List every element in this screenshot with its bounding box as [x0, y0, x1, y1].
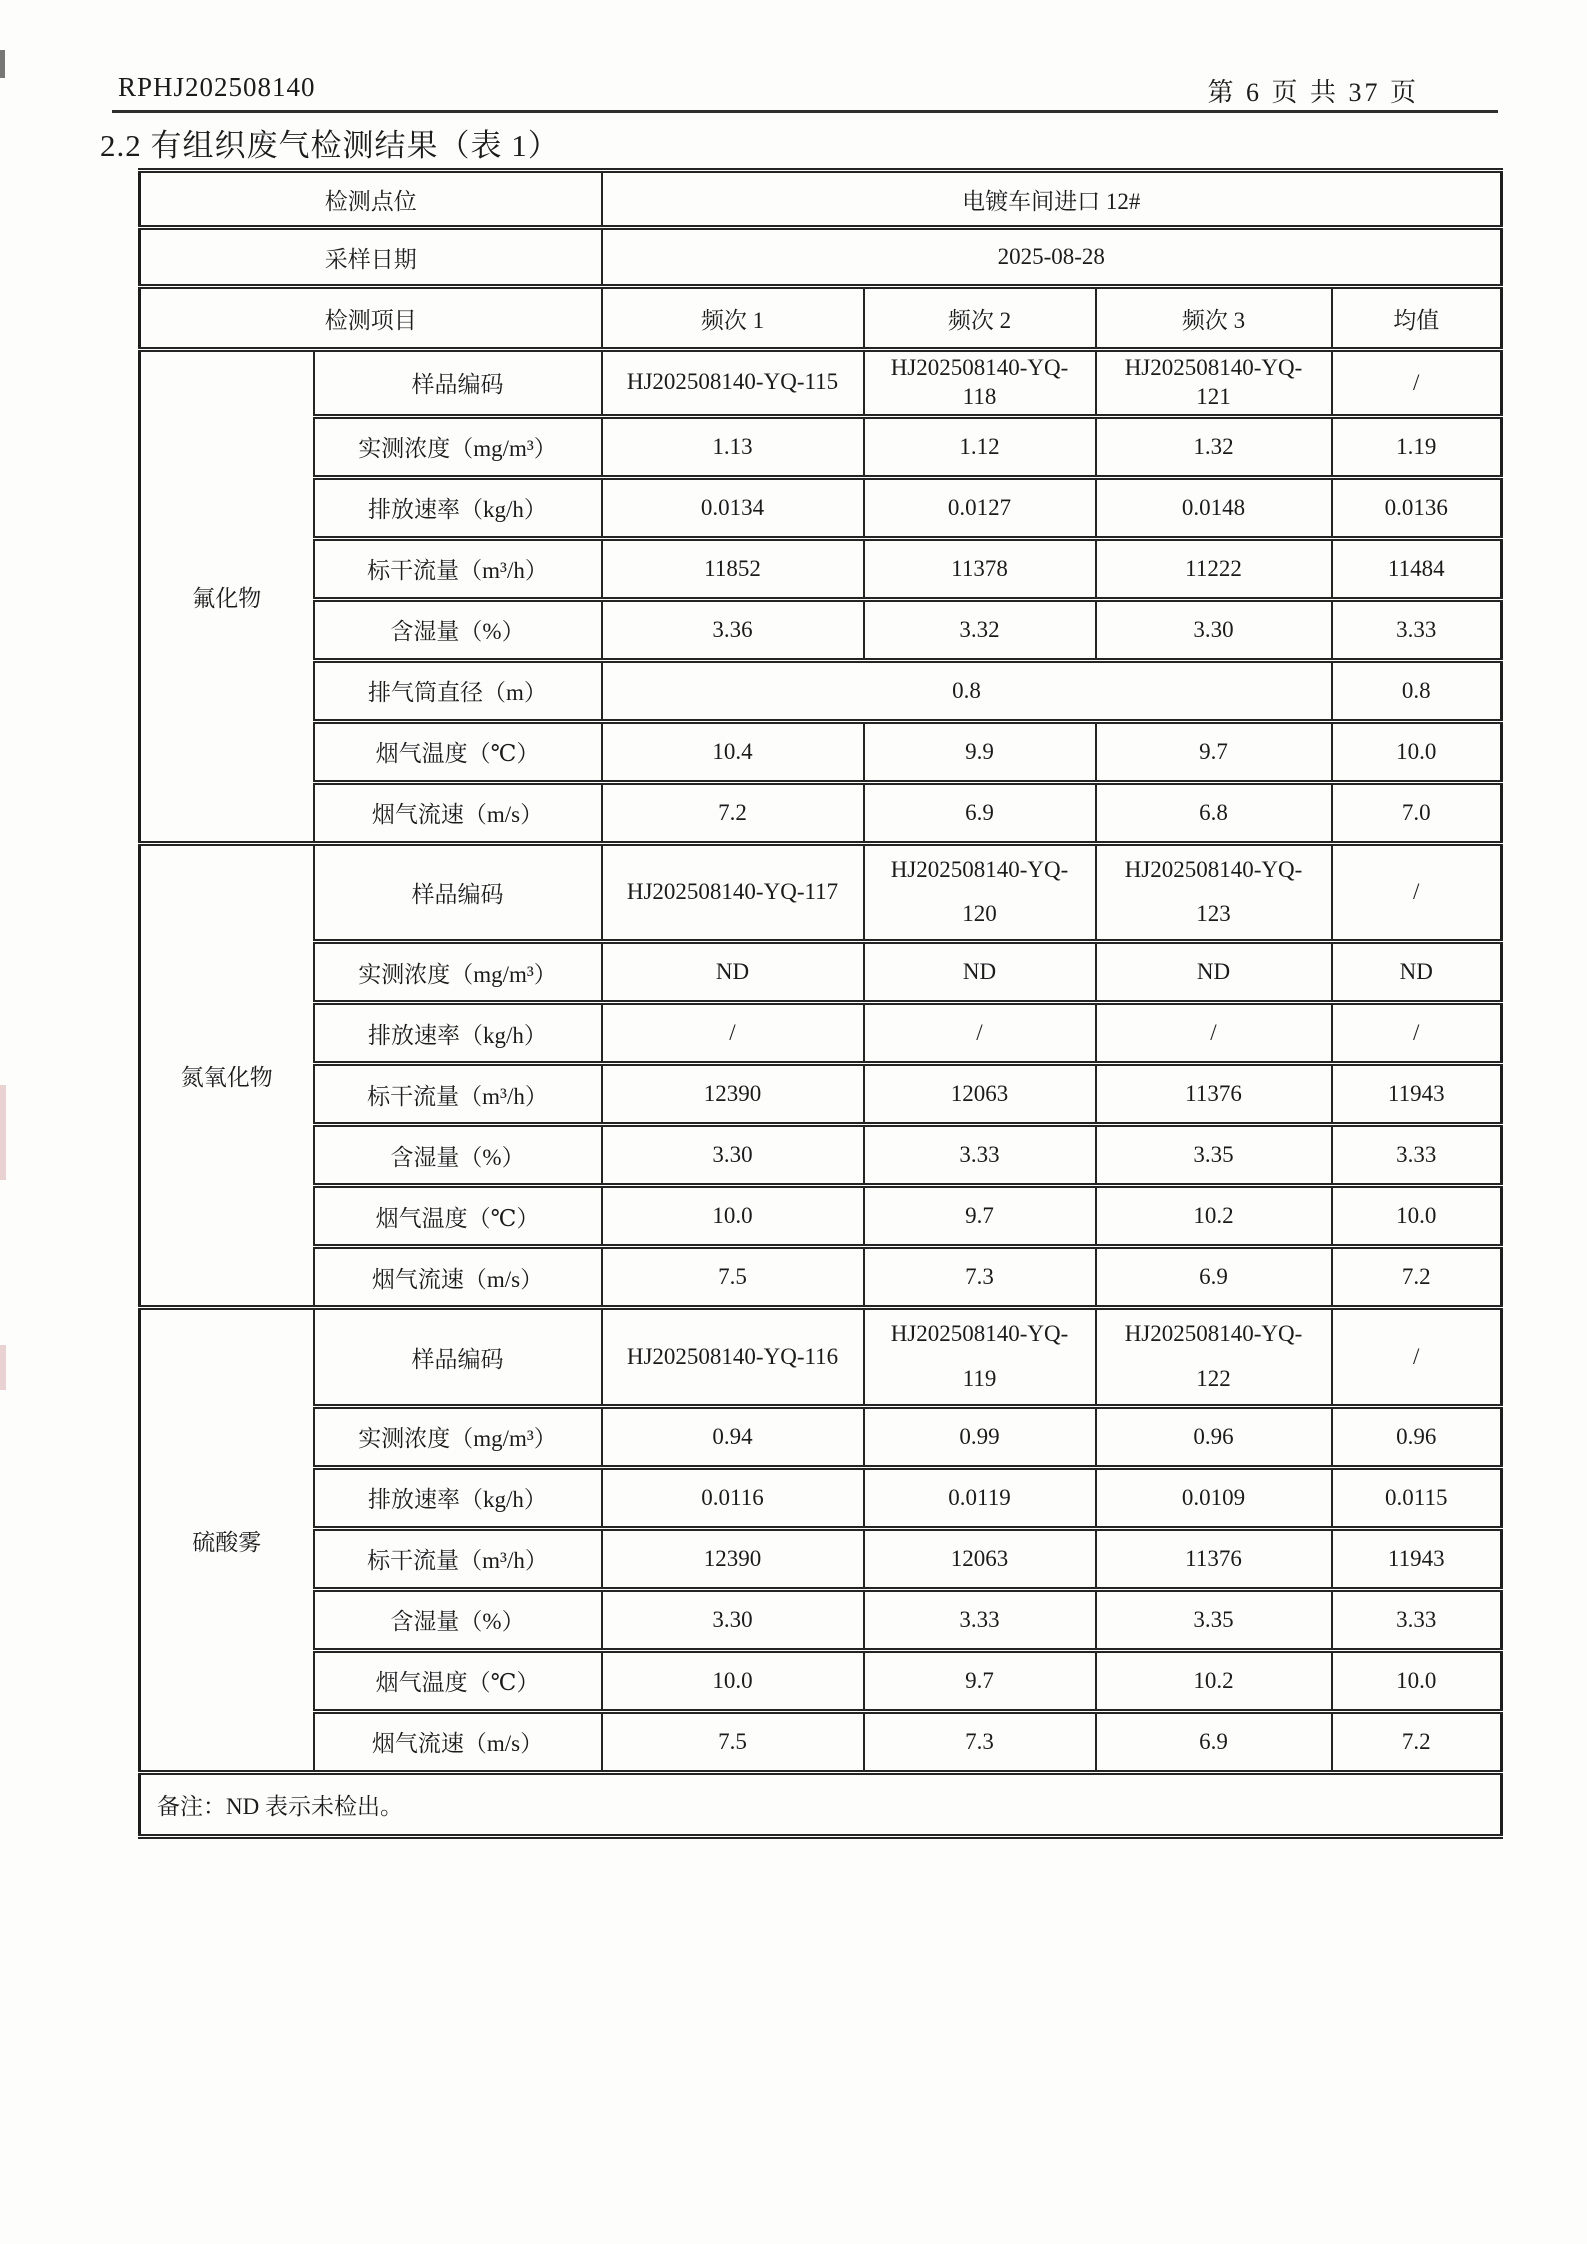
freq-value	[864, 1308, 1096, 1407]
avg-value: 11943	[1332, 1064, 1502, 1125]
merged-value: 0.8	[602, 660, 1332, 721]
freq-value: 12390	[602, 1064, 864, 1125]
sample-code: HJ202508140-YQ-117	[626, 878, 839, 904]
table-row	[140, 538, 1502, 599]
avg-value: 3.33	[1332, 1125, 1502, 1186]
pollutant-name: 氮氧化物	[140, 843, 314, 1308]
freq-value: 11376	[1096, 1528, 1332, 1589]
pollutant-group	[140, 1308, 1502, 1773]
freq-value	[1096, 1308, 1332, 1407]
freq-value: 11852	[602, 538, 864, 599]
freq3-header: 频次 3	[1096, 287, 1332, 350]
row-label: 样品编码	[314, 843, 602, 942]
table-row	[140, 782, 1502, 843]
freq-value: 10.0	[602, 1186, 864, 1247]
table-row	[140, 287, 1502, 350]
freq-value: 11222	[1096, 538, 1332, 599]
avg-value: ND	[1332, 942, 1502, 1003]
table-row	[140, 350, 1502, 417]
header-divider	[112, 110, 1498, 113]
item-label: 检测项目	[140, 287, 602, 350]
freq-value: 7.3	[864, 1247, 1096, 1308]
table-row	[140, 1650, 1502, 1711]
row-label: 排放速率（kg/h）	[314, 1467, 602, 1528]
avg-value: 3.33	[1332, 1589, 1502, 1650]
avg-value: 7.2	[1332, 1711, 1502, 1772]
freq-value: 6.8	[1096, 782, 1332, 843]
freq-value: /	[1096, 1003, 1332, 1064]
avg-value: 3.33	[1332, 599, 1502, 660]
point-value: 电镀车间进口 12#	[602, 171, 1502, 228]
row-label: 样品编码	[314, 350, 602, 417]
report-number: RPHJ202508140	[118, 72, 316, 102]
freq-value: 0.0127	[864, 477, 1096, 538]
scan-artifact	[0, 50, 5, 78]
freq-value: ND	[1096, 942, 1332, 1003]
freq-value: 11378	[864, 538, 1096, 599]
freq-value	[602, 350, 864, 417]
row-label: 标干流量（m³/h）	[314, 1528, 602, 1589]
table-header-rows	[140, 171, 1502, 350]
row-label: 烟气温度（℃）	[314, 721, 602, 782]
section-title: 2.2 有组织废气检测结果（表 1）	[100, 128, 560, 163]
table-row	[140, 599, 1502, 660]
row-label: 含湿量（%）	[314, 1589, 602, 1650]
row-label: 含湿量（%）	[314, 599, 602, 660]
average-header: 均值	[1332, 287, 1502, 350]
avg-value: 1.19	[1332, 416, 1502, 477]
table-row	[140, 228, 1502, 287]
table-row	[140, 1467, 1502, 1528]
avg-value: 0.0136	[1332, 477, 1502, 538]
freq-value: 1.12	[864, 416, 1096, 477]
freq-value	[602, 1308, 864, 1407]
freq-value: 12063	[864, 1528, 1096, 1589]
freq-value: /	[864, 1003, 1096, 1064]
freq-value: 9.7	[864, 1650, 1096, 1711]
avg-value: 10.0	[1332, 1186, 1502, 1247]
sample-code: HJ202508140-YQ-116	[626, 1343, 839, 1369]
freq-value: 10.2	[1096, 1650, 1332, 1711]
date-value: 2025-08-28	[602, 228, 1502, 287]
avg-value: /	[1332, 1003, 1502, 1064]
row-label: 烟气流速（m/s）	[314, 782, 602, 843]
freq-value	[1096, 350, 1332, 417]
table-row	[140, 1064, 1502, 1125]
freq-value: 11376	[1096, 1064, 1332, 1125]
row-label: 样品编码	[314, 1308, 602, 1407]
freq-value: 3.35	[1096, 1589, 1332, 1650]
sample-code: HJ202508140-YQ-119	[890, 1321, 1069, 1392]
freq-value: ND	[602, 942, 864, 1003]
freq1-header: 频次 1	[602, 287, 864, 350]
avg-value: 10.0	[1332, 721, 1502, 782]
table-row	[140, 1711, 1502, 1772]
freq-value: 0.99	[864, 1406, 1096, 1467]
freq-value: 3.33	[864, 1589, 1096, 1650]
table-row	[140, 942, 1502, 1003]
freq-value: 0.0148	[1096, 477, 1332, 538]
freq-value: 9.7	[864, 1186, 1096, 1247]
table-row	[140, 1125, 1502, 1186]
row-label: 实测浓度（mg/m³）	[314, 416, 602, 477]
table-row	[140, 1186, 1502, 1247]
freq-value: 7.5	[602, 1247, 864, 1308]
freq-value: 9.9	[864, 721, 1096, 782]
avg-value: 7.2	[1332, 1247, 1502, 1308]
avg-value: /	[1332, 350, 1502, 417]
freq2-header: 频次 2	[864, 287, 1096, 350]
freq-value: /	[602, 1003, 864, 1064]
freq-value: 3.32	[864, 599, 1096, 660]
table-row	[140, 1247, 1502, 1308]
freq-value: 0.0119	[864, 1467, 1096, 1528]
row-label: 排放速率（kg/h）	[314, 1003, 602, 1064]
freq-value: 3.30	[602, 1125, 864, 1186]
freq-value: 3.35	[1096, 1125, 1332, 1186]
freq-value: 0.96	[1096, 1406, 1332, 1467]
freq-value: 3.30	[602, 1589, 864, 1650]
table-note-row	[140, 1772, 1502, 1836]
freq-value: 0.0134	[602, 477, 864, 538]
row-label: 烟气温度（℃）	[314, 1650, 602, 1711]
table-row	[140, 660, 1502, 721]
avg-value: 10.0	[1332, 1650, 1502, 1711]
freq-value: 10.4	[602, 721, 864, 782]
sample-code: HJ202508140-YQ-120	[890, 856, 1069, 927]
row-label: 排气筒直径（m）	[314, 660, 602, 721]
freq-value: 3.36	[602, 599, 864, 660]
sample-code: HJ202508140-YQ-123	[1124, 856, 1303, 927]
avg-value: 11943	[1332, 1528, 1502, 1589]
freq-value: 10.0	[602, 1650, 864, 1711]
freq-value: 10.2	[1096, 1186, 1332, 1247]
table-row	[140, 1589, 1502, 1650]
scan-artifact	[0, 1345, 6, 1390]
row-label: 烟气流速（m/s）	[314, 1247, 602, 1308]
sample-code: HJ202508140-YQ-122	[1124, 1321, 1303, 1392]
date-label: 采样日期	[140, 228, 602, 287]
page-number: 第 6 页 共 37 页	[1207, 78, 1419, 107]
pollutant-name: 氟化物	[140, 350, 314, 844]
row-label: 含湿量（%）	[314, 1125, 602, 1186]
table-row	[140, 171, 1502, 228]
table-row	[140, 416, 1502, 477]
scan-artifact	[0, 1085, 6, 1180]
avg-value: /	[1332, 1308, 1502, 1407]
note-text: 备注：ND 表示未检出。	[140, 1772, 1502, 1836]
sample-code: HJ202508140-YQ-118	[890, 355, 1069, 409]
freq-value	[864, 843, 1096, 942]
table-row	[140, 1308, 1502, 1407]
row-label: 实测浓度（mg/m³）	[314, 1406, 602, 1467]
row-label: 烟气温度（℃）	[314, 1186, 602, 1247]
freq-value	[1096, 843, 1332, 942]
freq-value: 6.9	[1096, 1247, 1332, 1308]
monitoring-results-table	[138, 168, 1503, 1839]
avg-value: /	[1332, 843, 1502, 942]
pollutant-group	[140, 350, 1502, 844]
sample-code: HJ202508140-YQ-115	[626, 369, 839, 395]
table-row	[140, 843, 1502, 942]
freq-value	[602, 843, 864, 942]
table-row	[140, 1406, 1502, 1467]
table-row	[140, 477, 1502, 538]
row-label: 标干流量（m³/h）	[314, 538, 602, 599]
table-row	[140, 721, 1502, 782]
freq-value: 9.7	[1096, 721, 1332, 782]
point-label: 检测点位	[140, 171, 602, 228]
freq-value	[864, 350, 1096, 417]
table-row	[140, 1528, 1502, 1589]
freq-value: 3.33	[864, 1125, 1096, 1186]
freq-value: ND	[864, 942, 1096, 1003]
row-label: 烟气流速（m/s）	[314, 1711, 602, 1772]
freq-value: 7.2	[602, 782, 864, 843]
avg-value: 0.8	[1332, 660, 1502, 721]
table-row	[140, 1772, 1502, 1836]
row-label: 排放速率（kg/h）	[314, 477, 602, 538]
avg-value: 0.0115	[1332, 1467, 1502, 1528]
pollutant-group	[140, 843, 1502, 1308]
freq-value: 6.9	[1096, 1711, 1332, 1772]
avg-value: 11484	[1332, 538, 1502, 599]
pollutant-name: 硫酸雾	[140, 1308, 314, 1773]
freq-value: 0.94	[602, 1406, 864, 1467]
table-row	[140, 1003, 1502, 1064]
freq-value: 7.5	[602, 1711, 864, 1772]
freq-value: 7.3	[864, 1711, 1096, 1772]
avg-value: 0.96	[1332, 1406, 1502, 1467]
row-label: 标干流量（m³/h）	[314, 1064, 602, 1125]
freq-value: 0.0116	[602, 1467, 864, 1528]
avg-value: 7.0	[1332, 782, 1502, 843]
freq-value: 1.13	[602, 416, 864, 477]
freq-value: 1.32	[1096, 416, 1332, 477]
freq-value: 0.0109	[1096, 1467, 1332, 1528]
freq-value: 6.9	[864, 782, 1096, 843]
freq-value: 3.30	[1096, 599, 1332, 660]
freq-value: 12390	[602, 1528, 864, 1589]
freq-value: 12063	[864, 1064, 1096, 1125]
row-label: 实测浓度（mg/m³）	[314, 942, 602, 1003]
sample-code: HJ202508140-YQ-121	[1124, 355, 1303, 409]
